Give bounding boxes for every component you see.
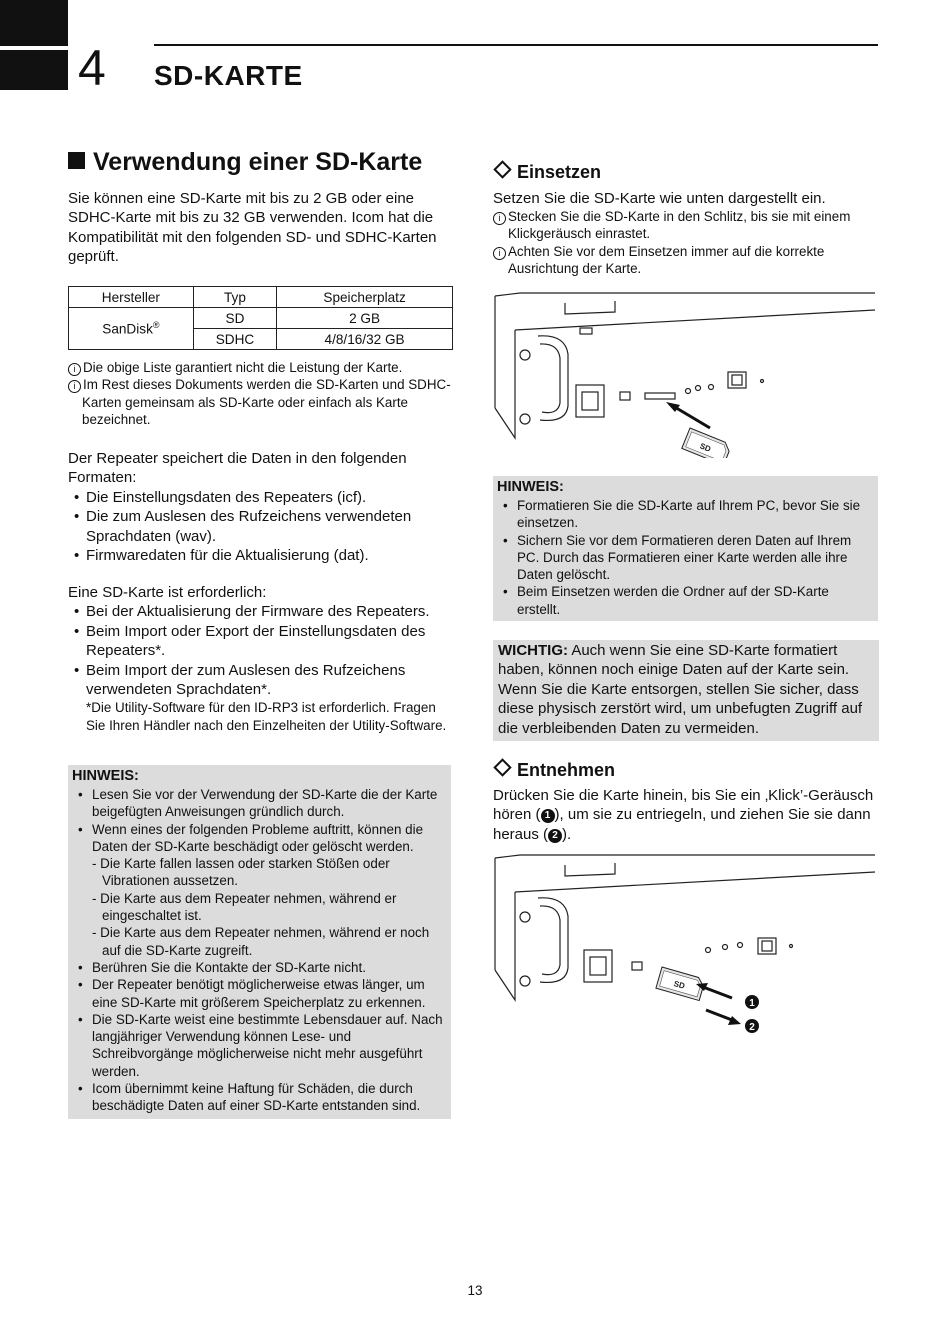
compatibility-table [68, 286, 453, 350]
sd-card-label: SD [672, 979, 686, 991]
required-intro: Eine SD-Karte ist erforderlich: [68, 584, 267, 601]
list-item: • Firmwaredaten für die Aktualisierung (dat). [68, 546, 453, 565]
hinweis-item: • Die SD-Karte weist eine bestimmte Lebensdauer auf. Nach langjähriger Verwendung können Lese- und Schreibvorgänge möglicherweise nicht mehr ausgeführt werden. [72, 1011, 445, 1080]
table-cell-manufacturer: SanDisk® [69, 308, 194, 350]
hinweis-item: • Icom übernimmt keine Haftung für Schäden, die durch beschädigte Daten auf einer SD-Karte entstanden sind. [72, 1080, 445, 1115]
remove-card-illustration [490, 850, 880, 1040]
info-icon: i [68, 363, 81, 376]
info-icon: i [68, 380, 81, 393]
table-header: Typ [193, 287, 276, 308]
intro-paragraph: Sie können eine SD-Karte mit bis zu 2 GB oder eine SDHC-Karte mit bis zu 32 GB verwenden. Icom hat die Kompatibilität mit den folgenden SD- und SDHC-Karten geprüft. [68, 190, 437, 266]
note-item: i Im Rest dieses Dokuments werden die SD-Karten und SDHC-Karten gemeinsam als SD-Karte oder einfach als Karte bezeichnet. [68, 376, 458, 428]
table-cell: SD [193, 308, 276, 329]
einsetzen-text: Setzen Sie die SD-Karte wie unten dargestellt ein. [493, 190, 826, 207]
wichtig-label: WICHTIG: [498, 642, 568, 659]
section-title: Verwendung einer SD-Karte [68, 148, 422, 177]
insert-card-illustration [490, 288, 880, 458]
note-item: i Achten Sie vor dem Einsetzen immer auf die korrekte Ausrichtung der Karte. [493, 243, 883, 278]
chapter-title: SD-KARTE [154, 60, 303, 91]
hinweis-box-right [493, 476, 878, 621]
chapter-rule [154, 44, 878, 46]
einsetzen-notes [493, 208, 883, 278]
note-item: i Stecken Sie die SD-Karte in den Schlitz, bis sie mit einem Klickgeräusch einrastet. [493, 208, 883, 243]
footnote: *Die Utility-Software für den ID-RP3 ist erforderlich. Fragen Sie Ihren Händler nach den Einzelheiten der Utility-Software. [86, 700, 447, 733]
required-block [68, 583, 458, 734]
entnehmen-heading: Entnehmen [493, 760, 615, 781]
einsetzen-heading: Einsetzen [493, 162, 601, 183]
formats-block [68, 449, 453, 565]
hinweis-subitem: - Die Karte aus dem Repeater nehmen, während er noch auf die SD-Karte zugreift. [92, 925, 430, 958]
page-number: 13 [467, 1283, 483, 1298]
hinweis-item: • Berühren Sie die Kontakte der SD-Karte nicht. [72, 959, 445, 976]
table-header: Hersteller [69, 287, 194, 308]
hinweis-item: • Der Repeater benötigt möglicherweise etwas länger, um eine SD-Karte mit größerem Speicherplatz zu erkennen. [72, 976, 445, 1011]
info-icon: i [493, 247, 506, 260]
list-item: • Die zum Auslesen des Rufzeichens verwendeten Sprachdaten (wav). [68, 507, 453, 546]
hinweis-item: • Lesen Sie vor der Verwendung der SD-Karte die der Karte beigefügten Anweisungen gründlich durch. [72, 786, 445, 821]
formats-intro: Der Repeater speichert die Daten in den folgenden Formaten: [68, 450, 407, 487]
list-item: • Bei der Aktualisierung der Firmware des Repeaters. [68, 602, 458, 621]
wichtig-box [493, 640, 879, 741]
chapter-tab-bottom [0, 50, 68, 90]
hinweis-item: • Beim Einsetzen werden die Ordner auf der SD-Karte erstellt. [497, 583, 872, 618]
note-item: i Die obige Liste garantiert nicht die Leistung der Karte. [68, 359, 458, 376]
step-1-icon: 1 [541, 809, 555, 823]
step-2-callout: 2 [749, 1022, 755, 1033]
hinweis-title: HINWEIS: [72, 768, 139, 784]
hinweis-item: • Wenn eines der folgenden Probleme auftritt, können die Daten der SD-Karte beschädigt oder gelöscht werden. [72, 821, 445, 856]
table-notes [68, 359, 458, 429]
square-bullet-icon [68, 152, 85, 169]
table-cell: 4/8/16/32 GB [277, 329, 453, 350]
hinweis-subitem: - Die Karte fallen lassen oder starken Stößen oder Vibrationen aussetzen. [92, 856, 390, 889]
chapter-tab-top [0, 0, 68, 46]
diamond-icon [493, 758, 511, 776]
hinweis-box-left [68, 765, 451, 1119]
table-cell: SDHC [193, 329, 276, 350]
table-header-row [69, 287, 453, 308]
hinweis-subitem: - Die Karte aus dem Repeater nehmen, während er eingeschaltet ist. [92, 890, 397, 924]
sd-card-label: SD [698, 441, 713, 454]
hinweis-item: • Formatieren Sie die SD-Karte auf Ihrem PC, bevor Sie sie einsetzen. [497, 497, 872, 532]
table-row [69, 308, 453, 329]
hinweis-item: • Sichern Sie vor dem Formatieren deren Daten auf Ihrem PC. Durch das Formatieren einer Karte werden alle ihre Daten gelöscht. [497, 532, 872, 584]
hinweis-title: HINWEIS: [497, 479, 564, 495]
entnehmen-text: Drücken Sie die Karte hinein, bis Sie ein ‚Klick’-Geräusch hören ( 1 ), um sie zu entriegeln, und ziehen Sie sie dann heraus ( 2 ). [493, 787, 874, 843]
wichtig-text: Auch wenn Sie eine SD-Karte formatiert haben, können noch einige Daten auf der Karte sein. Wenn Sie die Karte entsorgen, stellen Sie sicher, dass diese physisch zerstört wird, um unbefugten Zugriff auf die verbleibenden Daten zu vermeiden. [498, 642, 863, 737]
step-2-icon: 2 [548, 829, 562, 843]
list-item: • Beim Import oder Export der Einstellungsdaten des Repeaters*. [68, 622, 458, 661]
list-item: • Die Einstellungsdaten des Repeaters (icf). [68, 488, 453, 507]
step-1-callout: 1 [749, 998, 755, 1009]
diamond-icon [493, 160, 511, 178]
table-header: Speicherplatz [277, 287, 453, 308]
info-icon: i [493, 212, 506, 225]
table-cell: 2 GB [277, 308, 453, 329]
list-item: • Beim Import der zum Auslesen des Rufzeichens verwendeten Sprachdaten*. [68, 661, 458, 700]
chapter-number: 4 [78, 40, 106, 96]
